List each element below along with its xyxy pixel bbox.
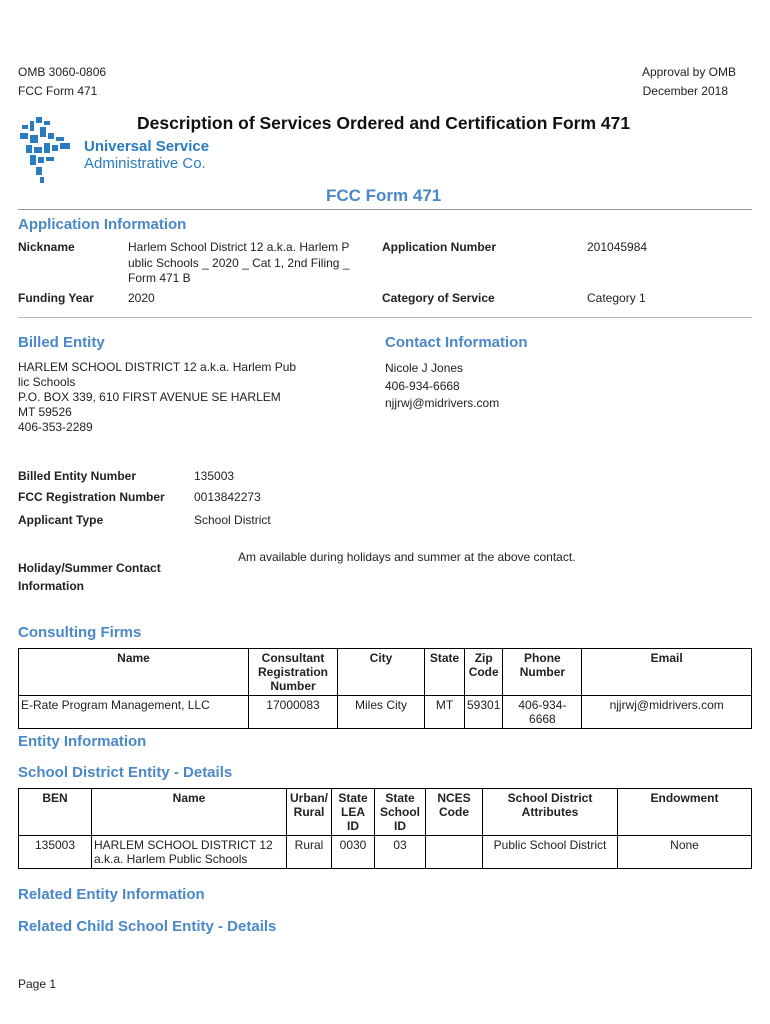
holiday-label-line: Holiday/Summer Contact	[18, 561, 161, 575]
usac-logo	[16, 113, 76, 185]
omb-number: OMB 3060-0806	[18, 65, 107, 79]
section-divider	[18, 317, 752, 318]
category-label: Category of Service	[382, 291, 495, 305]
applicant-type-label: Applicant Type	[18, 513, 104, 527]
table-cell: MT	[425, 696, 465, 729]
related-child-school-heading: Related Child School Entity - Details	[18, 918, 277, 935]
usac-logo-mark	[16, 113, 76, 185]
table-cell	[426, 836, 483, 869]
column-header: Endowment	[618, 789, 752, 836]
application-info-heading: Application Information	[18, 216, 187, 233]
fcc-registration-label: FCC Registration Number	[18, 490, 165, 504]
billed-entity-heading: Billed Entity	[18, 334, 105, 351]
column-header: Phone Number	[503, 649, 582, 696]
title-divider	[18, 209, 752, 210]
table-cell: 17000083	[249, 696, 338, 729]
table-cell: HARLEM SCHOOL DISTRICT 12 a.k.a. Harlem Public Schools	[92, 836, 287, 869]
funding-year-label: Funding Year	[18, 291, 94, 305]
holiday-contact-text: Am available during holidays and summer at the above contact.	[238, 550, 576, 564]
column-header: State School ID	[375, 789, 426, 836]
table-cell: 03	[375, 836, 426, 869]
column-header: Email	[582, 649, 752, 696]
table-cell: njjrwj@midrivers.com	[582, 696, 752, 729]
nickname-line: ublic Schools _ 2020 _ Cat 1, 2nd Filing _	[128, 255, 350, 270]
table-row	[19, 836, 752, 869]
column-header: School District Attributes	[483, 789, 618, 836]
page-title: Description of Services Ordered and Certification Form 471	[137, 113, 631, 133]
consulting-firms-table	[18, 648, 752, 729]
contact-info-heading: Contact Information	[385, 334, 528, 351]
address-line: lic Schools	[18, 375, 76, 389]
usac-logo-line1: Universal Service	[84, 138, 210, 155]
column-header: State	[425, 649, 465, 696]
applicant-type-value: School District	[194, 513, 271, 527]
column-header: Name	[19, 649, 249, 696]
table-row	[19, 696, 752, 729]
funding-year-value: 2020	[128, 291, 155, 305]
billed-entity-number-label: Billed Entity Number	[18, 469, 137, 483]
school-district-details-heading: School District Entity - Details	[18, 764, 233, 781]
column-header: BEN	[19, 789, 92, 836]
nickname-line: Harlem School District 12 a.k.a. Harlem P	[128, 240, 350, 254]
billed-entity-number-value: 135003	[194, 469, 235, 483]
usac-logo-line2: Administrative Co.	[84, 155, 206, 172]
fcc-registration-value: 0013842273	[194, 490, 261, 504]
contact-email: njjrwj@midrivers.com	[385, 396, 500, 410]
nickname-label: Nickname	[18, 240, 75, 254]
nickname-value	[128, 240, 349, 287]
table-cell: E-Rate Program Management, LLC	[19, 696, 249, 729]
column-header: City	[338, 649, 425, 696]
column-header: Zip Code	[465, 649, 503, 696]
consulting-firms-heading: Consulting Firms	[18, 624, 142, 641]
table-cell: 406-934-6668	[503, 696, 582, 729]
table-header-row	[19, 649, 752, 696]
entity-info-heading: Entity Information	[18, 733, 147, 750]
address-line: 406-353-2289	[18, 420, 93, 434]
related-entity-heading: Related Entity Information	[18, 886, 205, 903]
application-number-value: 201045984	[587, 240, 648, 254]
address-line: HARLEM SCHOOL DISTRICT 12 a.k.a. Harlem Pub	[18, 360, 297, 374]
approval-date: December 2018	[642, 84, 728, 98]
form-subtitle: FCC Form 471	[326, 186, 442, 205]
table-cell: 59301	[465, 696, 503, 729]
school-district-table	[18, 788, 752, 869]
table-header-row	[19, 789, 752, 836]
address-line: P.O. BOX 339, 610 FIRST AVENUE SE HARLEM	[18, 390, 281, 404]
column-header: State LEA ID	[332, 789, 375, 836]
table-cell: 0030	[332, 836, 375, 869]
column-header: Consultant Registration Number	[249, 649, 338, 696]
contact-phone: 406-934-6668	[385, 378, 460, 393]
table-cell: None	[618, 836, 752, 869]
holiday-label-line: Information	[18, 579, 84, 593]
table-cell: Rural	[287, 836, 332, 869]
column-header: NCES Code	[426, 789, 483, 836]
holiday-contact-label	[18, 559, 161, 595]
table-cell: Public School District	[483, 836, 618, 869]
column-header: Urban/ Rural	[287, 789, 332, 836]
contact-details	[385, 360, 499, 413]
table-cell: 135003	[19, 836, 92, 869]
billed-entity-address	[18, 360, 296, 435]
address-line: MT 59526	[18, 405, 72, 419]
category-value: Category 1	[587, 291, 646, 305]
application-number-label: Application Number	[382, 240, 497, 254]
table-cell: Miles City	[338, 696, 425, 729]
contact-name: Nicole J Jones	[385, 361, 464, 375]
nickname-line: Form 471 B	[128, 271, 191, 285]
column-header: Name	[92, 789, 287, 836]
page-number: Page 1	[18, 977, 57, 991]
omb-approval: Approval by OMB	[641, 65, 736, 79]
form-number: FCC Form 471	[18, 84, 98, 98]
